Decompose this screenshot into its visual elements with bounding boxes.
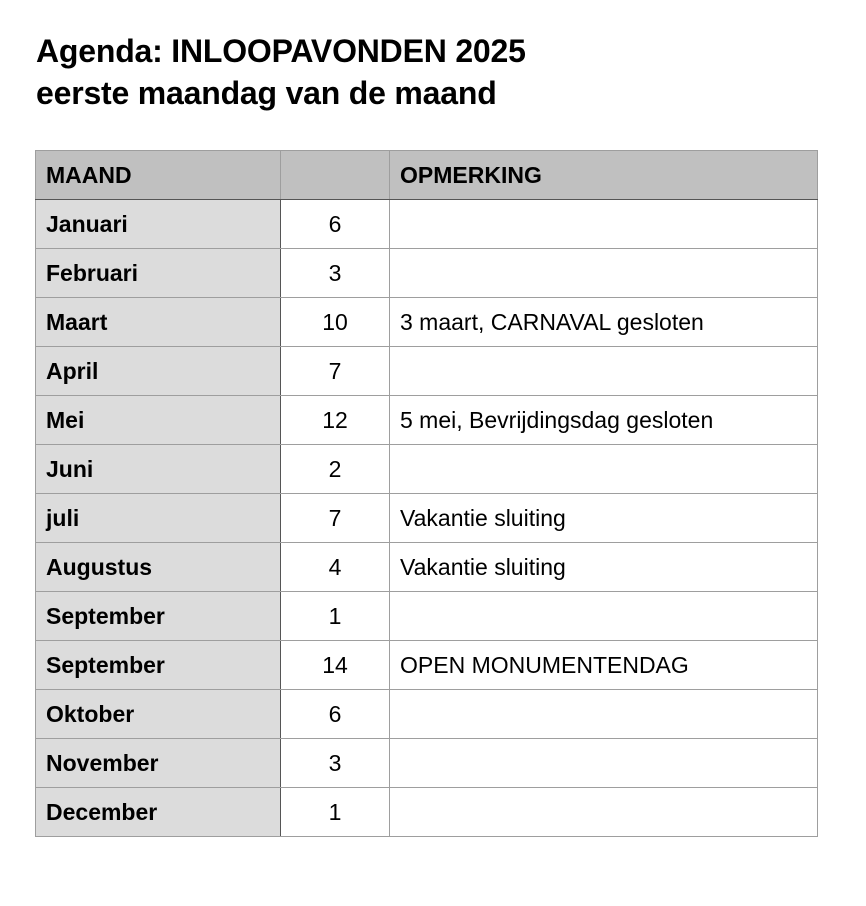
note-cell xyxy=(390,592,818,641)
day-cell: 7 xyxy=(281,347,390,396)
month-cell: April xyxy=(36,347,281,396)
table-row xyxy=(36,298,818,347)
month-cell: Januari xyxy=(36,200,281,249)
month-cell: Juni xyxy=(36,445,281,494)
table-row xyxy=(36,641,818,690)
note-cell xyxy=(390,445,818,494)
month-cell: Februari xyxy=(36,249,281,298)
page-title xyxy=(36,30,526,114)
month-cell: juli xyxy=(36,494,281,543)
note-cell xyxy=(390,347,818,396)
title-line-2: eerste maandag van de maand xyxy=(36,75,497,111)
day-cell: 14 xyxy=(281,641,390,690)
title-line-1: Agenda: INLOOPAVONDEN 2025 xyxy=(36,33,526,69)
header-row xyxy=(36,151,818,200)
month-cell: November xyxy=(36,739,281,788)
month-cell: September xyxy=(36,641,281,690)
day-cell: 4 xyxy=(281,543,390,592)
day-cell: 3 xyxy=(281,739,390,788)
day-cell: 10 xyxy=(281,298,390,347)
table-row xyxy=(36,347,818,396)
note-cell xyxy=(390,739,818,788)
note-cell: 5 mei, Bevrijdingsdag gesloten xyxy=(390,396,818,445)
note-cell: Vakantie sluiting xyxy=(390,543,818,592)
table-row xyxy=(36,445,818,494)
header-note: OPMERKING xyxy=(390,151,818,200)
header-day xyxy=(281,151,390,200)
day-cell: 2 xyxy=(281,445,390,494)
month-cell: Maart xyxy=(36,298,281,347)
table-row xyxy=(36,543,818,592)
header-month: MAAND xyxy=(36,151,281,200)
day-cell: 6 xyxy=(281,200,390,249)
day-cell: 6 xyxy=(281,690,390,739)
month-cell: Mei xyxy=(36,396,281,445)
note-cell: Vakantie sluiting xyxy=(390,494,818,543)
note-cell xyxy=(390,249,818,298)
table-row xyxy=(36,249,818,298)
day-cell: 1 xyxy=(281,592,390,641)
table-row xyxy=(36,200,818,249)
table-body xyxy=(36,200,818,837)
day-cell: 12 xyxy=(281,396,390,445)
table-row xyxy=(36,396,818,445)
note-cell: OPEN MONUMENTENDAG xyxy=(390,641,818,690)
note-cell: 3 maart, CARNAVAL gesloten xyxy=(390,298,818,347)
note-cell xyxy=(390,200,818,249)
month-cell: Augustus xyxy=(36,543,281,592)
month-cell: September xyxy=(36,592,281,641)
day-cell: 3 xyxy=(281,249,390,298)
table-row xyxy=(36,788,818,837)
table-row xyxy=(36,592,818,641)
table-row xyxy=(36,690,818,739)
table-row xyxy=(36,739,818,788)
table-header xyxy=(36,151,818,200)
month-cell: Oktober xyxy=(36,690,281,739)
note-cell xyxy=(390,690,818,739)
day-cell: 7 xyxy=(281,494,390,543)
month-cell: December xyxy=(36,788,281,837)
day-cell: 1 xyxy=(281,788,390,837)
table-row xyxy=(36,494,818,543)
note-cell xyxy=(390,788,818,837)
agenda-table xyxy=(35,150,818,837)
